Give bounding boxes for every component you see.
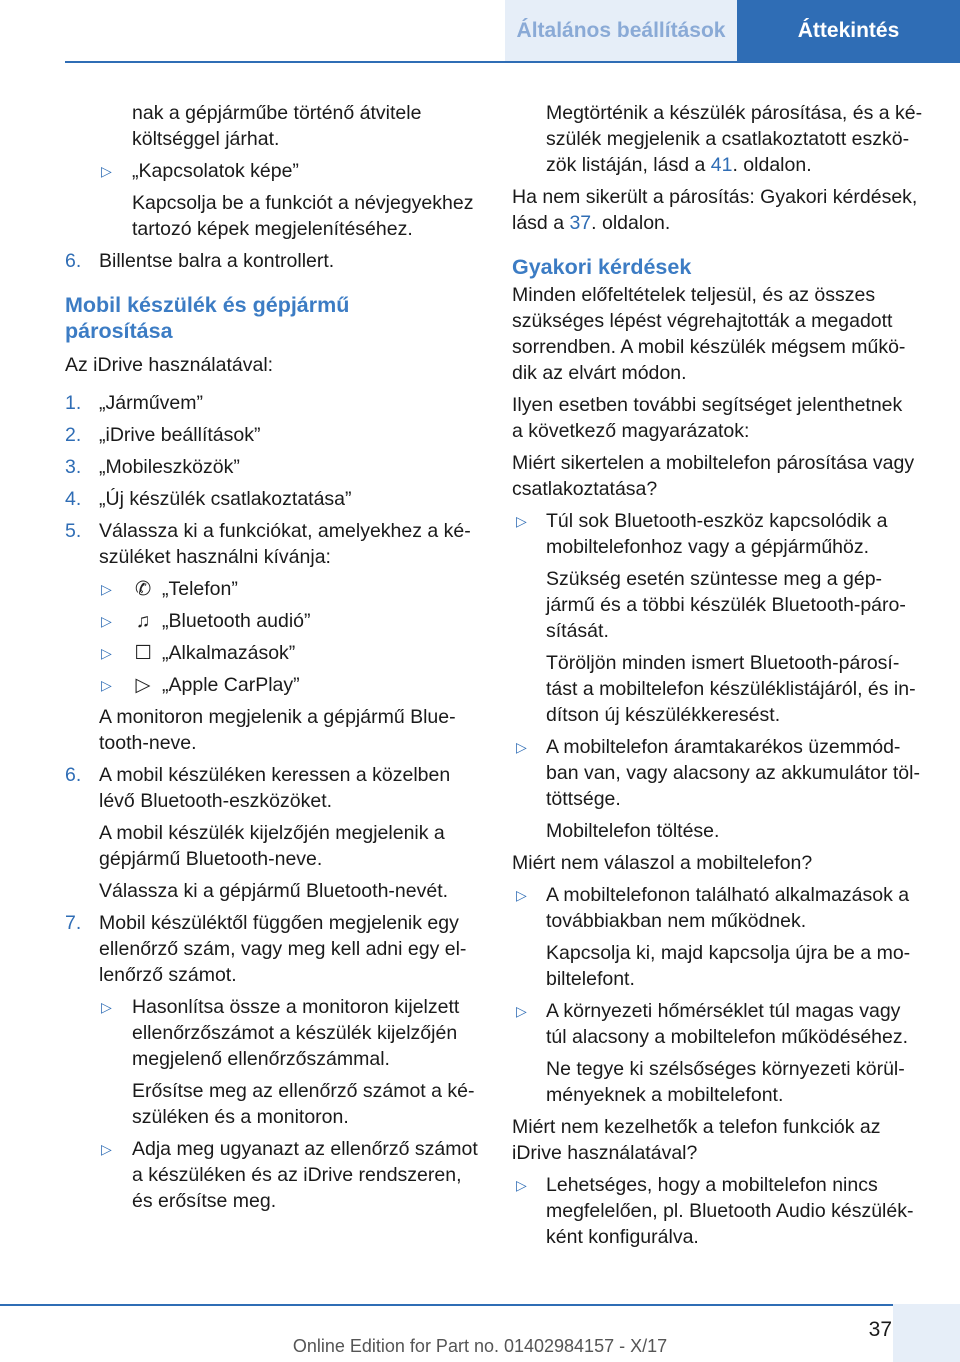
text-line: Kapcsolja ki, majd kapcsolja újra be a mo-: [546, 942, 911, 964]
question-phone-not-responding: Miért nem válaszol a mobiltelefon?: [512, 852, 813, 874]
right-column: [512, 100, 932, 1256]
step-number: 3.: [65, 456, 82, 478]
answer-charge-phone: Mobiltelefon töltése.: [546, 820, 720, 842]
bullet-triangle-icon: ▷: [101, 999, 112, 1015]
answer-temperature: [512, 998, 932, 1050]
step-number: 4.: [65, 488, 82, 510]
answer-restart-phone: [512, 940, 932, 992]
answer-too-many-devices: [512, 508, 932, 560]
answer-apps-not-working: [512, 882, 932, 934]
text-line: sítását.: [546, 620, 609, 642]
step-number: 1.: [65, 392, 82, 414]
pairing-failed-text: [512, 184, 932, 236]
bullet-text: Hasonlítsa össze a monitoron kijelzett: [132, 996, 460, 1018]
bullet-triangle-icon: ▷: [101, 677, 112, 693]
text-line: Szükség esetén szüntesse meg a gép-: [546, 568, 883, 590]
text-line: a következő magyarázatok:: [512, 420, 750, 442]
bullet-text: A környezeti hőmérséklet túl magas vagy: [546, 1000, 901, 1022]
contacts-description: [65, 190, 485, 242]
carplay-play-icon: ▷: [135, 674, 151, 696]
text-line: Erősítse meg az ellenőrző számot a ké-: [132, 1080, 475, 1102]
bullet-text: megjelenő ellenőrzőszámmal.: [132, 1048, 390, 1070]
faq-intro-paragraph: [512, 282, 932, 386]
text-line: A mobil készülék kijelzőjén megjelenik a: [99, 822, 445, 844]
text-span: . oldalon.: [732, 154, 812, 176]
edition-footer: Online Edition for Part no. 01402984157 - X/17: [292, 1336, 668, 1356]
function-label: „Bluetooth audió”: [162, 610, 311, 632]
text-line: csatlakoztatása?: [512, 478, 658, 500]
apps-square-icon: ☐: [134, 642, 152, 664]
heading-line: Mobil készülék és gépjármű: [65, 293, 350, 317]
step-text: szüléket használni kívánja:: [99, 546, 331, 568]
text-span: . oldalon.: [591, 212, 671, 234]
step-item-5: [65, 518, 485, 570]
step7-confirm-text: [65, 1078, 485, 1130]
step-text: lévő Bluetooth-eszközöket.: [99, 790, 333, 812]
bullet-text: továbbiakban nem működnek.: [546, 910, 807, 932]
text-span: zök listáján, lásd a: [546, 154, 711, 176]
step-text: Válassza ki a funkciókat, amelyekhez a ké-: [99, 520, 471, 542]
step-text: „Új készülék csatlakoztatása”: [99, 488, 352, 510]
text-line: [546, 152, 932, 178]
bullet-text: túl alacsony a mobiltelefon működéséhez.: [546, 1026, 909, 1048]
step-text: Billentse balra a kontrollert.: [99, 250, 335, 272]
bullet-text: A mobiltelefonon található alkalmazások a: [546, 884, 910, 906]
footer-rule: [0, 1304, 893, 1306]
function-label: „Apple CarPlay”: [162, 674, 300, 696]
bullet-text: ban van, vagy alacsony az akkumulátor töl-: [546, 762, 920, 784]
text-line: Minden előfeltételek teljesül, és az összes: [512, 284, 876, 306]
section-tab-overview: Áttekintés: [737, 0, 960, 61]
question-pairing-failed: [512, 450, 932, 502]
text-line: Ha nem sikerült a párosítás: Gyakori kérdések,: [512, 186, 918, 208]
step-item-2: [65, 422, 485, 448]
bullet-text: mobiltelefonhoz vagy a gépjárműhöz.: [546, 536, 870, 558]
step-text: ellenőrző szám, vagy meg kell adni egy el-: [99, 938, 467, 960]
function-item-bluetooth-audio: [65, 608, 485, 634]
text-line: A monitoron megjelenik a gépjármű Blue-: [99, 706, 456, 728]
bullet-triangle-icon: ▷: [101, 613, 112, 629]
text-line: dik az elvárt módon.: [512, 362, 687, 384]
phone-icon: ✆: [134, 578, 152, 600]
faq-help-paragraph: [512, 392, 932, 444]
header-rule: [65, 61, 960, 63]
text-line: nak a gépjárműbe történő átvitele: [132, 102, 422, 124]
bullet-triangle-icon: ▷: [516, 739, 527, 755]
bullet-text: ellenőrzőszámot a készülék kijelzőjén: [132, 1022, 458, 1044]
step-item-7: [65, 910, 485, 988]
step7-bullet-enter: [65, 1136, 485, 1214]
heading-line: párosítása: [65, 319, 173, 343]
page-number: 37: [868, 1318, 892, 1341]
answer-audio-config: [512, 1172, 932, 1250]
function-item-carplay: [65, 672, 485, 698]
step-item-3: [65, 454, 485, 480]
text-line: Ilyen esetben további segítséget jelenthetnek: [512, 394, 903, 416]
text-line: szükséges lépést végrehajtották a megadott: [512, 310, 893, 332]
function-label: „Telefon”: [162, 578, 238, 600]
bullet-text: és erősítse meg.: [132, 1190, 277, 1212]
text-line: iDrive használatával?: [512, 1142, 698, 1164]
text-line: Ne tegye ki szélsőséges környezeti körül-: [546, 1058, 905, 1080]
answer-power-saving: [512, 734, 932, 812]
step-text: „iDrive beállítások”: [99, 424, 261, 446]
left-column: [65, 100, 485, 1220]
text-line: tartozó képek megjelenítéséhez.: [132, 218, 413, 240]
music-note-icon: ♫: [135, 610, 151, 632]
intro-text: Az iDrive használatával:: [65, 354, 274, 376]
bullet-text: Adja meg ugyanazt az ellenőrző számot: [132, 1138, 478, 1160]
step-item-6: [65, 248, 485, 274]
text-line: jármű és a többi készülék Bluetooth-páro-: [546, 594, 906, 616]
page-link-41[interactable]: 41: [710, 154, 733, 176]
text-line: költséggel járhat.: [132, 128, 280, 150]
text-line: Töröljön minden ismert Bluetooth-párosí-: [546, 652, 900, 674]
page-link-37[interactable]: 37: [569, 212, 592, 234]
bullet-text: a készüléken és az iDrive rendszeren,: [132, 1164, 462, 1186]
function-item-phone: [65, 576, 485, 602]
step-text: A mobil készüléken keressen a közelben: [99, 764, 451, 786]
bullet-triangle-icon: ▷: [516, 887, 527, 903]
answer-avoid-extremes: [512, 1056, 932, 1108]
bullet-text: Lehetséges, hogy a mobiltelefon nincs: [546, 1174, 878, 1196]
bullet-text: ként konfigurálva.: [546, 1226, 699, 1248]
text-line: [512, 210, 932, 236]
bullet-text: megfelelően, pl. Bluetooth Audio készülék-: [546, 1200, 914, 1222]
step-item-4: [65, 486, 485, 512]
section-heading-pairing: [65, 292, 485, 344]
step-item-6b: [65, 762, 485, 814]
step6-paragraph-3: Válassza ki a gépjármű Bluetooth-nevét.: [99, 880, 449, 902]
text-line: Miért sikertelen a mobiltelefon párosítása vagy: [512, 452, 915, 474]
text-line: Kapcsolja be a funkciót a névjegyekhez: [132, 192, 474, 214]
step-text: „Mobileszközök”: [99, 456, 240, 478]
function-label: „Alkalmazások”: [162, 642, 296, 664]
step-text: „Járművem”: [99, 392, 204, 414]
text-line: biltelefont.: [546, 968, 635, 990]
text-line: tooth-neve.: [99, 732, 197, 754]
text-line: Miért nem kezelhetők a telefon funkciók az: [512, 1116, 881, 1138]
answer-delete-pairings: [512, 650, 932, 728]
text-line: Megtörténik a készülék párosítása, és a ké-: [546, 102, 923, 124]
bullet-text: „Kapcsolatok képe”: [132, 160, 299, 182]
section-heading-faq: Gyakori kérdések: [512, 255, 692, 279]
step-number: 6.: [65, 250, 82, 272]
step-number: 6.: [65, 764, 82, 786]
monitor-info: [65, 704, 485, 756]
step6-paragraph-2: [65, 820, 485, 872]
bullet-triangle-icon: ▷: [101, 645, 112, 661]
bullet-text: töttsége.: [546, 788, 621, 810]
step-number: 5.: [65, 520, 82, 542]
text-span: lásd a: [512, 212, 570, 234]
page-header: [0, 0, 960, 62]
bullet-triangle-icon: ▷: [101, 163, 112, 179]
function-item-apps: [65, 640, 485, 666]
answer-remove-pairing: [512, 566, 932, 644]
bullet-text: Túl sok Bluetooth-eszköz kapcsolódik a: [546, 510, 888, 532]
bullet-triangle-icon: ▷: [101, 581, 112, 597]
text-line: szülék megjelenik a csatlakoztatott eszkö-: [546, 128, 910, 150]
step-item-1: [65, 390, 485, 416]
continued-text: [65, 100, 485, 152]
bullet-triangle-icon: ▷: [516, 1177, 527, 1193]
pairing-complete-text: [512, 100, 932, 178]
text-line: tást a mobiltelefon készüléklistájáról, és in-: [546, 678, 916, 700]
bullet-triangle-icon: ▷: [101, 1141, 112, 1157]
text-line: gépjármű Bluetooth-neve.: [99, 848, 323, 870]
text-line: ményeknek a mobiltelefont.: [546, 1084, 784, 1106]
section-tab-general-settings: Általános beállítások: [505, 0, 737, 61]
step-text: lenőrző számot.: [99, 964, 237, 986]
bullet-triangle-icon: ▷: [516, 1003, 527, 1019]
step-number: 2.: [65, 424, 82, 446]
bullet-triangle-icon: ▷: [516, 513, 527, 529]
step-text: Mobil készüléktől függően megjelenik egy: [99, 912, 459, 934]
text-line: sorrendben. A mobil készülék mégsem műkö-: [512, 336, 906, 358]
step7-bullet-compare: [65, 994, 485, 1072]
question-idrive-functions: [512, 1114, 932, 1166]
bullet-item-contacts: [65, 158, 485, 184]
bullet-text: A mobiltelefon áramtakarékos üzemmód-: [546, 736, 901, 758]
step-number: 7.: [65, 912, 82, 934]
text-line: szüléken és a monitoron.: [132, 1106, 349, 1128]
text-line: dítson új készülékkeresést.: [546, 704, 781, 726]
